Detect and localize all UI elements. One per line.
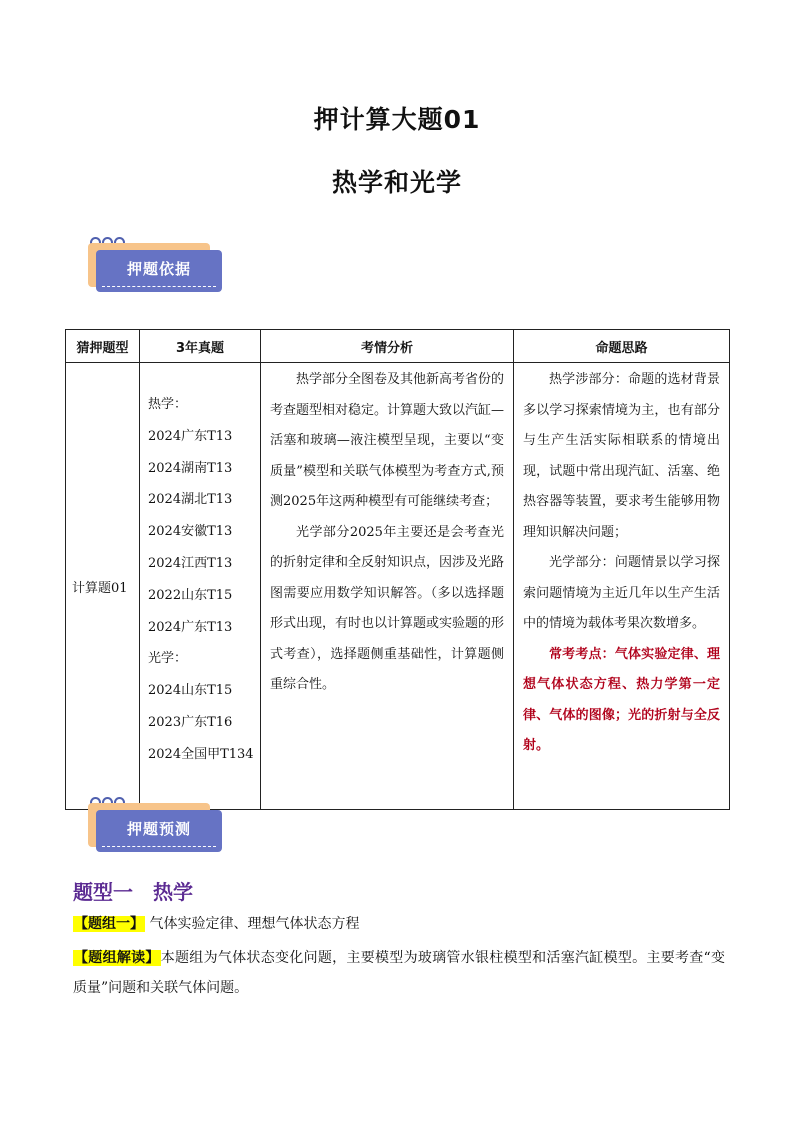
- exam-item: 2024山东T15: [148, 683, 233, 699]
- exam-item: 2024湖南T13: [148, 460, 233, 476]
- exam-item: 2022山东T15: [148, 587, 233, 603]
- analysis-cell: [261, 363, 514, 810]
- idea-paragraph: 光学部分：问题情景以学习探索问题情境为主近几年以生产生活中的情境为载体考果次数增多。: [523, 555, 720, 631]
- banner-label: 押题预测: [96, 810, 222, 852]
- page-title: 押计算大题01: [313, 105, 481, 134]
- past-exams-cell: [140, 363, 261, 810]
- banner-label: 押题依据: [96, 250, 222, 292]
- page-subtitle: 热学和光学: [331, 168, 462, 197]
- analysis-paragraph: 光学部分2025年主要还是会考查光的折射定律和全反射知识点，因涉及光路图需要应用数学知识解答。（多以选择题形式出现，有时也以计算题或实验题的形式考查），选择题侧重基础性，计算题侧重综合性。: [270, 524, 505, 692]
- table-header: 考情分析: [261, 330, 514, 363]
- exam-item: 热学：: [148, 397, 188, 412]
- idea-cell: [514, 363, 730, 810]
- exam-item: 2024安徽T13: [148, 524, 233, 540]
- exam-item: 2024广东T13: [148, 428, 233, 444]
- question-type-cell: 计算题01: [66, 363, 140, 810]
- table-header: 猜押题型: [66, 330, 140, 363]
- type-heading: 题型一 热学: [73, 880, 193, 904]
- section-banner-basis: [88, 233, 222, 297]
- exam-item: 2024湖北T13: [148, 492, 233, 508]
- table-header: 3年真题: [140, 330, 261, 363]
- idea-paragraph: 热学涉部分：命题的选材背景多以学习探索情境为主，也有部分与生产生活实际相联系的情境出现，试题中常出现汽缸、活塞、绝热容器等装置，要求考生能够用物理知识解决问题；: [523, 372, 720, 540]
- exam-item: 2024广东T13: [148, 619, 233, 635]
- reading-text: 本题组为气体状态变化问题，主要模型为玻璃管水银柱模型和活塞汽缸模型。主要考查“变质量”问题和关联气体问题。: [73, 950, 726, 996]
- exam-item: 2023广东T16: [148, 714, 233, 730]
- section-banner-prediction: [88, 793, 222, 857]
- reading-tag: 【题组解读】: [74, 950, 160, 966]
- exam-item: 光学：: [148, 651, 188, 667]
- exam-item: 2024江西T13: [148, 555, 233, 571]
- analysis-paragraph: 热学部分全图卷及其他新高考省份的考查题型相对稳定。计算题大致以汽缸—活塞和玻璃—液注模型呈现，主要以“变质量”模型和关联气体模型为考查方式,预测2025年这两种模型有可能继续考查；: [270, 372, 505, 509]
- group-reading: [73, 943, 725, 1003]
- key-points-paragraph: 常考考点：气体实验定律、理想气体状态方程、热力学第一定律、气体的图像；光的折射与全反射。: [523, 646, 720, 753]
- exam-item: 2024全国甲T134: [148, 746, 254, 762]
- table-header: 命题思路: [514, 330, 730, 363]
- group-line: [73, 913, 359, 933]
- group-tag: 【题组一】: [74, 916, 144, 932]
- analysis-table: [65, 329, 730, 810]
- group-text: 气体实验定律、理想气体状态方程: [149, 916, 360, 932]
